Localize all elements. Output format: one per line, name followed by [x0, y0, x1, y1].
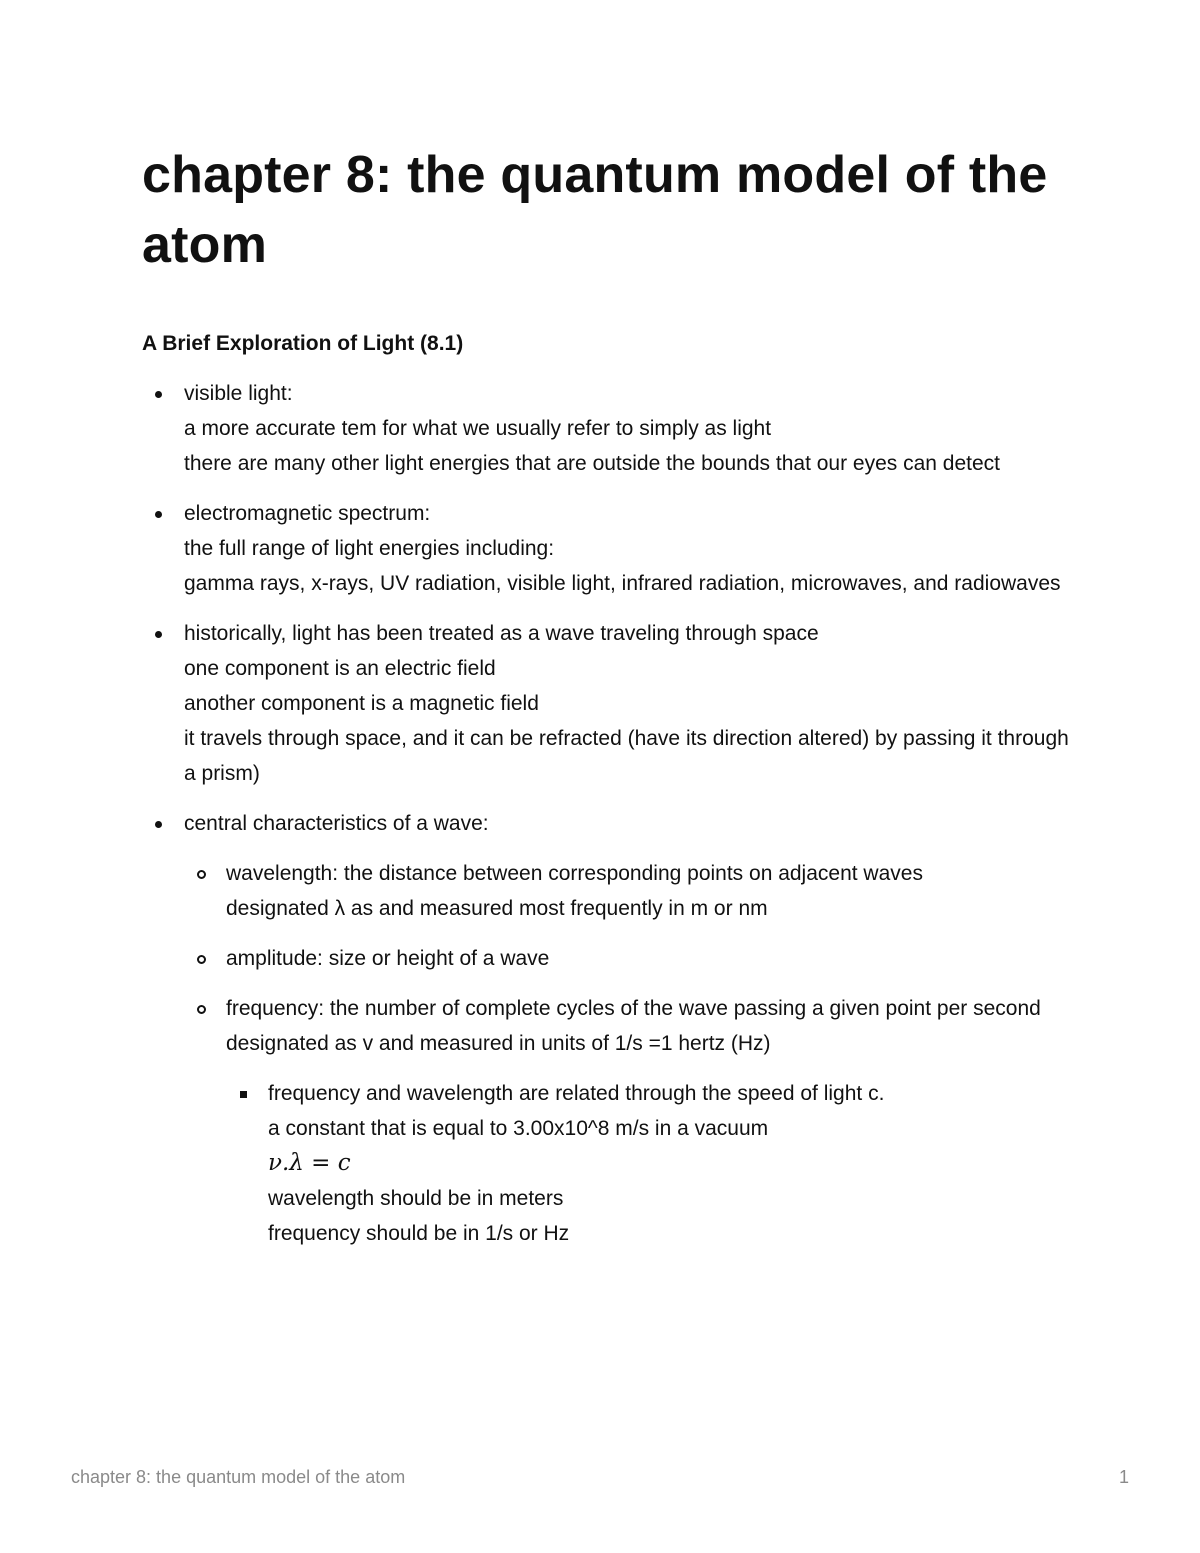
list-item — [142, 376, 1082, 481]
section-heading: A Brief Exploration of Light (8.1) — [142, 332, 464, 355]
circle-bullet-icon — [197, 1005, 206, 1014]
list-item — [142, 496, 1082, 601]
sub-bullet-list — [184, 856, 1082, 1251]
nested-list-item-text: a constant that is equal to 3.00x10^8 m/s in a vacuum — [268, 1117, 769, 1140]
list-item-text: central characteristics of a wave: — [184, 812, 489, 835]
nested-list-item-text: frequency and wavelength are related through the speed of light c. — [268, 1082, 885, 1105]
bullet-icon — [155, 391, 162, 398]
nested-bullet-list — [226, 1076, 1082, 1251]
list-item-text: there are many other light energies that are outside the bounds that our eyes can detect — [184, 452, 1001, 475]
bullet-list — [142, 376, 1082, 1251]
square-bullet-icon — [240, 1091, 247, 1098]
page-number: 1 — [1118, 1467, 1129, 1487]
list-item-text: electromagnetic spectrum: — [184, 502, 431, 525]
circle-bullet-icon — [197, 870, 206, 879]
list-item — [142, 806, 1082, 1251]
circle-bullet-icon — [197, 955, 206, 964]
list-item-text: visible light: — [184, 382, 293, 405]
sub-list-item — [184, 856, 1082, 926]
sub-list-item-text: designated λ as and measured most frequently in m or nm — [226, 897, 768, 920]
nested-list-item-text: frequency should be in 1/s or Hz — [268, 1222, 570, 1245]
list-item-text: historically, light has been treated as a wave traveling through space — [184, 622, 819, 645]
nested-list-item — [226, 1076, 1082, 1251]
document-body — [142, 376, 1082, 1266]
list-item-text: a more accurate tem for what we usually refer to simply as light — [184, 417, 772, 440]
list-item-text: one component is an electric field — [184, 657, 496, 680]
bullet-icon — [155, 631, 162, 638]
footer-title: chapter 8: the quantum model of the atom — [71, 1467, 406, 1487]
speed-of-light-formula: ν.λ = c — [268, 1150, 351, 1176]
sub-list-item — [184, 941, 1082, 976]
page-title: chapter 8: the quantum model of the atom — [142, 146, 1048, 274]
sub-list-item-text: wavelength: the distance between corresponding points on adjacent waves — [226, 862, 923, 885]
list-item-text: the full range of light energies including: — [184, 537, 555, 560]
list-item-text: another component is a magnetic field — [184, 692, 539, 715]
bullet-icon — [155, 511, 162, 518]
list-item-text: it travels through space, and it can be refracted (have its direction altered) by passing it through a prism) — [184, 727, 1069, 785]
sub-list-item-text: amplitude: size or height of a wave — [226, 947, 550, 970]
sub-list-item — [184, 991, 1082, 1251]
list-item-text: gamma rays, x-rays, UV radiation, visible light, infrared radiation, microwaves, and radiowaves — [184, 572, 1061, 595]
list-item — [142, 616, 1082, 791]
sub-list-item-text: designated as v and measured in units of 1/s =1 hertz (Hz) — [226, 1032, 771, 1055]
nested-list-item-text: wavelength should be in meters — [268, 1187, 564, 1210]
bullet-icon — [155, 821, 162, 828]
sub-list-item-text: frequency: the number of complete cycles of the wave passing a given point per second — [226, 997, 1041, 1020]
